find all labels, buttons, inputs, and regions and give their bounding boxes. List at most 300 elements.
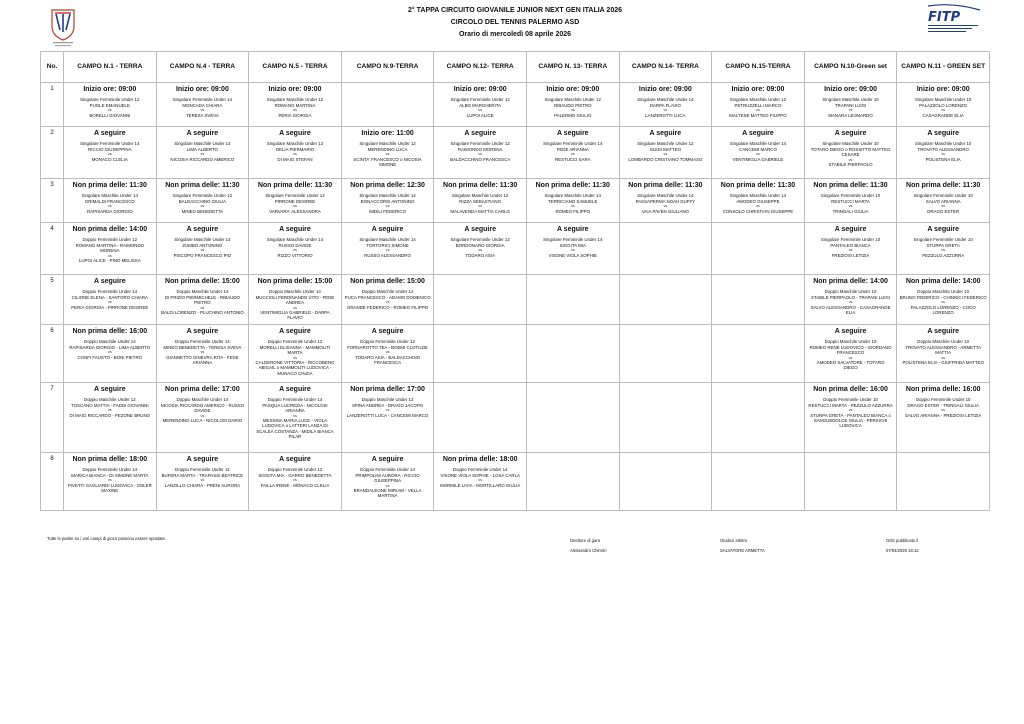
match-category: Singolare Maschile Under 12 <box>637 141 694 146</box>
published-label: OdG pubblicato il <box>886 538 919 543</box>
versus-label: vs <box>385 248 390 253</box>
match-info <box>342 325 434 365</box>
match-time: A seguire <box>834 130 867 137</box>
match-category: Singolare Femminile Under 14 <box>80 141 140 146</box>
match-time: A seguire <box>371 456 404 463</box>
match-time: A seguire <box>464 130 496 137</box>
footer-published <box>886 536 919 556</box>
match-category: Doppio Femminile Under 12 <box>360 339 415 344</box>
versus-label: vs <box>941 408 946 413</box>
match-cell <box>341 275 434 325</box>
player-one: ARIANNA <box>285 408 305 414</box>
match-cell <box>804 383 897 453</box>
versus-label: vs <box>941 204 946 209</box>
empty-slot <box>712 383 805 453</box>
column-header-court: CAMPO N.12- TERRA <box>434 52 527 83</box>
match-category: Doppio Femminile Under 14 <box>360 467 415 472</box>
match-info <box>897 83 989 118</box>
match-cell <box>249 223 342 275</box>
match-info <box>157 383 249 423</box>
match-info <box>157 127 249 162</box>
match-info <box>64 383 156 418</box>
match-info <box>249 453 341 488</box>
schedule-row <box>41 179 990 223</box>
versus-label: vs <box>570 204 575 209</box>
player-two: MANARA LEONARDO <box>828 112 873 118</box>
player-two: CONFI FAUSTO - BONI PIETRO <box>77 354 143 360</box>
player-two: POLISTENA ELIA <box>925 156 961 162</box>
match-category: Singolare Maschile Under 12 <box>451 193 509 198</box>
match-category: Singolare Femminile Under 10 <box>820 193 881 198</box>
versus-label: vs <box>478 248 483 253</box>
match-cell <box>64 383 157 453</box>
column-header-court: CAMPO N.11 - GREEN SET <box>897 52 990 83</box>
match-info <box>249 223 341 258</box>
player-one: MARTA <box>287 350 303 356</box>
row-number: 3 <box>41 179 64 223</box>
match-info <box>249 325 341 376</box>
empty-slot <box>619 325 712 383</box>
column-header-court: CAMPO N.5 - TERRA <box>249 52 342 83</box>
empty-slot <box>526 275 619 325</box>
player-two: LANZEROTTI LUCA - CANCEMI MARCO <box>346 412 429 418</box>
player-one: PUOLE EMANUELE <box>89 103 130 108</box>
column-header-court: CAMPO N.9-TERRA <box>341 52 434 83</box>
match-time: Inizio ore: 09:00 <box>731 86 785 93</box>
versus-label: vs <box>385 152 390 157</box>
match-category: Singolare Femminile Under 12 <box>450 97 510 102</box>
match-info <box>805 179 897 214</box>
player-one: FEDE ARIANNA <box>556 147 589 152</box>
club-logo <box>46 6 80 48</box>
versus-label: vs <box>848 108 853 113</box>
player-one: PALAZZOLO LORENZO <box>919 103 968 108</box>
versus-label: vs <box>200 350 205 355</box>
player-two: MALTESE MATTEO FILIPPO <box>729 112 787 118</box>
player-one: ROMEO RENE LUDOVICO - GIORDANO <box>809 345 892 350</box>
empty-slot <box>804 453 897 511</box>
player-two: GIANNETTO GINEVRA RITA - FEDE <box>166 354 239 360</box>
match-cell <box>156 325 249 383</box>
column-header-court: CAMPO N.1 - TERRA <box>64 52 157 83</box>
match-time: Non prima delle: 15:00 <box>257 278 333 285</box>
match-cell <box>526 179 619 223</box>
player-one: BALDACCHINO GIULIA <box>178 199 227 204</box>
match-category: Doppio Femminile Under 12 <box>82 237 138 242</box>
match-time: A seguire <box>649 130 682 137</box>
match-info <box>64 275 156 310</box>
match-time: Inizio ore: 09:00 <box>453 86 507 93</box>
player-two: PALERMO GIULIO <box>554 112 592 118</box>
match-cell <box>526 223 619 275</box>
player-two: GRANDE FEDERICO - ROMEO FILIPPO <box>346 304 429 310</box>
match-cell <box>341 453 434 511</box>
match-info <box>342 223 434 258</box>
empty-slot <box>619 383 712 453</box>
versus-label: vs <box>848 300 853 305</box>
versus-label: vs <box>293 305 297 310</box>
player-two: PERIA GIORGIA <box>278 112 312 118</box>
match-category: Singolare Maschile Under 14 <box>637 193 694 198</box>
column-header-court: CAMPO N.15-TERRA <box>712 52 805 83</box>
versus-label: vs <box>107 408 112 413</box>
match-time: A seguire <box>186 456 219 463</box>
match-info <box>805 127 897 167</box>
player-one: TOSCANO MATTIA - FADDI GIOVANNI <box>71 403 149 408</box>
match-info <box>527 127 619 162</box>
match-category: Singolare Femminile Under 12 <box>80 97 140 102</box>
schedule-row <box>41 275 990 325</box>
player-one: RIZZA SEBASTIANO <box>459 199 502 204</box>
versus-label: vs <box>385 350 390 355</box>
player-one: PIETRO <box>194 300 211 306</box>
title-tournament: 2° TAPPA CIRCUITO GIOVANILE JUNIOR NEXT GEN ITALIA 2026 <box>408 7 622 14</box>
match-category: Doppio Maschile Under 10 <box>917 289 970 294</box>
player-two: STURPA GRETA - PANTALEO BIANCA o <box>810 412 891 418</box>
versus-label: vs <box>200 248 205 253</box>
match-time: Non prima delle: 18:00 <box>442 456 518 463</box>
match-info <box>897 179 989 214</box>
match-info <box>527 223 619 258</box>
empty-slot <box>712 223 805 275</box>
player-two: MESSINA MARIA LUCE - VIOLA <box>262 418 328 424</box>
player-two: TRINGALI GIULIA <box>832 208 869 214</box>
page-footer <box>0 536 1024 556</box>
match-time: A seguire <box>927 130 959 137</box>
match-category: Doppio Femminile Under 12 <box>267 467 323 472</box>
player-one: DI PRIZIO PIERMICHELE - RIBAUDO <box>164 295 240 300</box>
empty-slot <box>619 275 712 325</box>
player-two: SANGUEDOLCE GIULIA - PERSICHI <box>813 418 888 424</box>
match-time: A seguire <box>93 278 126 285</box>
player-one: ZUMBO ANTONINO <box>182 243 223 248</box>
match-cell <box>897 325 990 383</box>
versus-label: vs <box>848 204 853 209</box>
versus-label: vs <box>385 300 390 305</box>
match-time: A seguire <box>279 130 311 137</box>
match-category: Singolare Maschile Under 12 <box>359 141 416 146</box>
match-category: Doppio Femminile Under 14 <box>82 467 138 472</box>
player-two: POLISTENA ELIA - GIUFFRIDA MATTEO <box>902 360 984 366</box>
match-time: A seguire <box>371 226 404 233</box>
match-time: A seguire <box>279 328 311 335</box>
player-one: NICOSIA RICCARDO AMERICO - RUSSO <box>160 403 245 408</box>
player-two: TODARO ASIA <box>465 252 496 258</box>
match-category: Singolare Maschile Under 12 <box>729 97 787 102</box>
schedule-row <box>41 453 990 511</box>
player-one: GUIDI MATTEO <box>649 147 682 152</box>
versus-label: vs <box>478 204 483 209</box>
match-time: Non prima delle: 12:30 <box>350 182 425 189</box>
match-cell <box>64 453 157 511</box>
match-cell <box>897 83 990 127</box>
player-one: PASQUA LUCREZIA - NICOLOSI <box>262 403 328 408</box>
match-time: Non prima delle: 11:30 <box>813 182 888 189</box>
column-header-court: CAMPO N.4 - TERRA <box>156 52 249 83</box>
versus-label: vs <box>478 152 483 157</box>
player-one: DELIA PIERMARIO <box>275 147 315 152</box>
player-one: LIMA ALBERTO <box>186 147 219 152</box>
player-one: FRANCESCO <box>836 350 865 356</box>
match-time: Non prima delle: 17:00 <box>165 386 240 393</box>
match-time: Inizio ore: 09:00 <box>824 86 877 93</box>
empty-slot <box>526 325 619 383</box>
player-one: MUCCIOLI FERDINANDO VITO - FEDE <box>255 295 335 300</box>
row-number: 6 <box>41 325 64 383</box>
match-time: A seguire <box>834 328 867 335</box>
match-cell <box>804 127 897 179</box>
match-info <box>434 179 526 214</box>
match-cell <box>434 127 527 179</box>
match-cell <box>249 179 342 223</box>
match-category: Doppio Maschile Under 10 <box>824 289 877 294</box>
match-category: Singolare Femminile Under 14 <box>543 141 603 146</box>
match-cell <box>341 325 434 383</box>
match-cell <box>804 83 897 127</box>
versus-label: vs <box>756 152 760 157</box>
match-info <box>897 223 989 258</box>
match-info <box>64 179 156 214</box>
versus-label: vs <box>385 408 390 413</box>
match-info <box>157 275 249 315</box>
player-two: AMODEO SALVATORE - TOTARO <box>816 360 885 366</box>
versus-label: vs <box>200 478 205 483</box>
match-info <box>527 83 619 118</box>
match-cell <box>64 179 157 223</box>
match-category: Singolare Maschile Under 10 <box>914 141 972 146</box>
player-two: SCINTA' FRANCESCO o NICOSIA <box>353 156 422 162</box>
match-cell <box>64 325 157 383</box>
match-cell <box>156 223 249 275</box>
player-two: VARVARA' ALESSANDRA <box>269 208 321 214</box>
player-two: RAPISARDA GIORGIO <box>86 208 133 214</box>
match-info <box>342 179 434 214</box>
versus-label: vs <box>200 108 205 113</box>
match-cell <box>341 127 434 179</box>
player-one: PUCA FRANCESCO - ADAMO DOMENICO <box>344 295 431 300</box>
column-header-court: CAMPO N.14- TERRA <box>619 52 712 83</box>
player-one: SIGGITA MIA <box>559 243 586 248</box>
match-info <box>527 179 619 214</box>
player-one: TORTORICI SIMONE <box>366 243 409 248</box>
player-two: LANZILLO CHIARA - PRENI AURORA <box>164 482 241 488</box>
match-category: Singolare Femminile Under 10 <box>913 237 973 242</box>
match-time: Non prima delle: 11:30 <box>257 182 333 189</box>
match-time: Non prima delle: 14:00 <box>813 278 888 285</box>
player-one: RESTUCCI MARTA - PEZZULO AZZURRA <box>808 403 893 408</box>
match-cell <box>156 275 249 325</box>
match-info <box>805 275 897 315</box>
match-time: Inizio ore: 09:00 <box>83 86 137 93</box>
player-one: RIBAUDO PIETRO <box>553 103 592 108</box>
referee-label: Giudice arbitro <box>720 538 748 543</box>
player-one: ROMANO MARTINA <box>274 103 316 108</box>
match-category: Doppio Maschile Under 12 <box>361 397 414 402</box>
player-two: CALDERONE VITTORIA - RICCOBENO <box>255 360 335 366</box>
player-one: MINEO BENEDETTA - TERESA SVEVA <box>163 345 242 350</box>
match-cell <box>249 83 342 127</box>
match-category: Doppio Maschile Under 14 <box>269 289 321 294</box>
match-time: Non prima delle: 15:00 <box>350 278 425 285</box>
match-time: A seguire <box>279 456 311 463</box>
player-two: PEZZULO AZZURRA <box>922 252 965 258</box>
match-category: Singolare Maschile Under 14 <box>729 193 787 198</box>
player-one: BRUNO FEDERICO - CHINNICI FEDERICO <box>899 295 987 300</box>
match-time: A seguire <box>742 130 774 137</box>
match-category: Singolare Femminile Under 14 <box>172 97 233 102</box>
title-date: Orario di mercoledì 08 aprile 2026 <box>458 31 572 38</box>
player-one: RAPISARDA GIORGIO - LIMA ALBERTO <box>69 345 151 350</box>
match-cell <box>897 275 990 325</box>
player-two: RESTUCCI SARA <box>554 156 591 162</box>
versus-label: vs <box>293 355 297 360</box>
row-number: 5 <box>41 275 64 325</box>
player-two: PIVETTI GAGLIARDI LUDOVICA - SOLER <box>67 482 152 488</box>
player-two: LUPOI ALICE - PINO MELISSA <box>78 258 141 264</box>
schedule-body <box>41 83 990 511</box>
column-header-court: CAMPO N. 13- TERRA <box>526 52 619 83</box>
match-cell <box>897 127 990 179</box>
match-time: Non prima delle: 11:30 <box>628 182 703 189</box>
player-one: PANTALEO BIANCA <box>830 243 871 248</box>
row-number: 4 <box>41 223 64 275</box>
versus-label: vs <box>200 305 205 310</box>
match-cell <box>619 127 712 179</box>
versus-label: vs <box>107 253 112 258</box>
match-category: Doppio Maschile Under 10 <box>824 339 877 344</box>
versus-label: vs <box>848 248 853 253</box>
match-category: Doppio Femminile Under 12 <box>267 339 323 344</box>
player-two: SIMONE <box>378 162 397 168</box>
player-two: LANZEROTTI LUCA <box>645 112 686 118</box>
match-info <box>249 127 341 162</box>
player-one: GRIMALDI FRANCESCO <box>84 199 135 204</box>
match-cell <box>341 383 434 453</box>
match-time: Non prima delle: 11:30 <box>535 182 610 189</box>
versus-label: vs <box>478 108 483 113</box>
footer-note: Tutte le partite su i vari campi di gioco possono essere spostate. <box>47 536 167 541</box>
match-cell <box>156 179 249 223</box>
match-time: Non prima delle: 16:00 <box>905 386 981 393</box>
match-time: Non prima delle: 14:00 <box>72 226 148 233</box>
player-two: LUPOI ALICE <box>466 112 494 118</box>
player-one: AMODEO GIUSEPPE <box>736 199 780 204</box>
player-two: MALAVENDA MATTIA CARLO <box>450 208 510 214</box>
match-category: Doppio Femminile Under 14 <box>82 289 138 294</box>
match-info <box>805 325 897 371</box>
published-date: 07/04/2026 18:12 <box>886 548 919 553</box>
versus-label: vs <box>941 108 946 113</box>
match-info <box>157 325 249 365</box>
match-cell <box>434 179 527 223</box>
match-time: A seguire <box>927 328 959 335</box>
match-time: Non prima delle: 17:00 <box>350 386 425 393</box>
empty-slot <box>434 275 527 325</box>
player-two: LUDOVICA o LATTERI LANZA DI <box>262 423 328 429</box>
player-one: FORNAROTTO TEA - BOEMI CLOTILDE <box>347 345 428 350</box>
match-cell <box>64 275 157 325</box>
match-info <box>620 127 712 162</box>
match-category: Singolare Femminile Under 12 <box>450 141 510 146</box>
match-info <box>897 383 989 418</box>
director-name: Alessandro Chimirri <box>570 548 607 553</box>
match-category: Doppio Femminile Under 10 <box>823 397 878 402</box>
match-info <box>157 179 249 214</box>
versus-label: vs <box>848 157 853 162</box>
match-category: Singolare Femminile Under 10 <box>820 237 881 242</box>
player-one: TROVATO ALESSANDRO - ARMETTA <box>905 345 982 350</box>
player-one: DAVIDE <box>194 408 211 414</box>
match-info <box>712 179 804 214</box>
match-time: Non prima delle: 15:00 <box>165 278 240 285</box>
player-two: LUDOVICA <box>839 423 862 429</box>
player-two: BALDI LORENZO - PLUCHINO ANTONIO <box>161 310 244 316</box>
match-cell <box>156 453 249 511</box>
player-one: ANDREA <box>285 300 305 306</box>
match-category: Singolare Maschile Under 14 <box>174 141 231 146</box>
match-time: Inizio ore: 09:00 <box>638 86 692 93</box>
match-cell <box>156 127 249 179</box>
player-one: GIUSEPPINA <box>374 478 401 484</box>
player-two: STABILE PIERPAOLO <box>828 162 873 168</box>
match-cell <box>249 275 342 325</box>
versus-label: vs <box>941 152 946 157</box>
match-info <box>64 453 156 493</box>
match-cell <box>526 127 619 179</box>
footer-director <box>570 536 607 556</box>
match-cell <box>526 83 619 127</box>
player-two: SALVO ARIANNA - PREZIOSI LETIZIA <box>905 412 982 418</box>
player-one: DARPA FLAVIO <box>649 103 681 108</box>
match-category: Doppio Femminile Under 10 <box>915 397 971 402</box>
player-one: STURPA GRETA <box>926 243 960 248</box>
versus-label: vs <box>200 204 205 209</box>
match-info <box>342 127 434 167</box>
match-time: Non prima delle: 16:00 <box>813 386 888 393</box>
player-two: CASAGRANDE ELIA <box>922 112 964 118</box>
match-cell <box>712 179 805 223</box>
player-one: STABILE PIERPAOLO - TRAPANI LUIGI <box>810 295 891 300</box>
versus-label: vs <box>385 204 390 209</box>
versus-label: vs <box>200 413 205 418</box>
match-info <box>64 127 156 162</box>
player-two: MONACO CLELIA <box>91 156 128 162</box>
match-info <box>897 275 989 315</box>
row-number: 7 <box>41 383 64 453</box>
empty-slot <box>619 453 712 511</box>
match-cell <box>434 83 527 127</box>
player-one: MORENA <box>100 248 120 254</box>
player-one: PIRRONE DESIREE <box>274 199 316 204</box>
match-cell <box>64 83 157 127</box>
match-info <box>434 83 526 118</box>
match-time: A seguire <box>556 226 589 233</box>
player-one: MARICA BIANCA - DI SIMONE MARTA <box>71 473 149 478</box>
player-two: FRANCESCA <box>374 360 402 366</box>
player-two: RIZZO VITTORIO <box>277 252 313 258</box>
versus-label: vs <box>200 152 205 157</box>
versus-label: vs <box>293 413 297 418</box>
player-two: BORELLI GIOVANNI <box>89 112 131 118</box>
empty-slot <box>897 453 990 511</box>
match-time: Non prima delle: 11:30 <box>720 182 796 189</box>
match-category: Singolare Maschile Under 14 <box>729 141 787 146</box>
player-two: ELIA <box>845 310 856 316</box>
versus-label: vs <box>107 478 112 483</box>
player-one: BONACCORSI ANTONINO <box>360 199 415 204</box>
player-two: TODARO ASIA - BALDACCHINO <box>355 354 421 360</box>
match-category: Singolare Maschile Under 12 <box>544 97 601 102</box>
